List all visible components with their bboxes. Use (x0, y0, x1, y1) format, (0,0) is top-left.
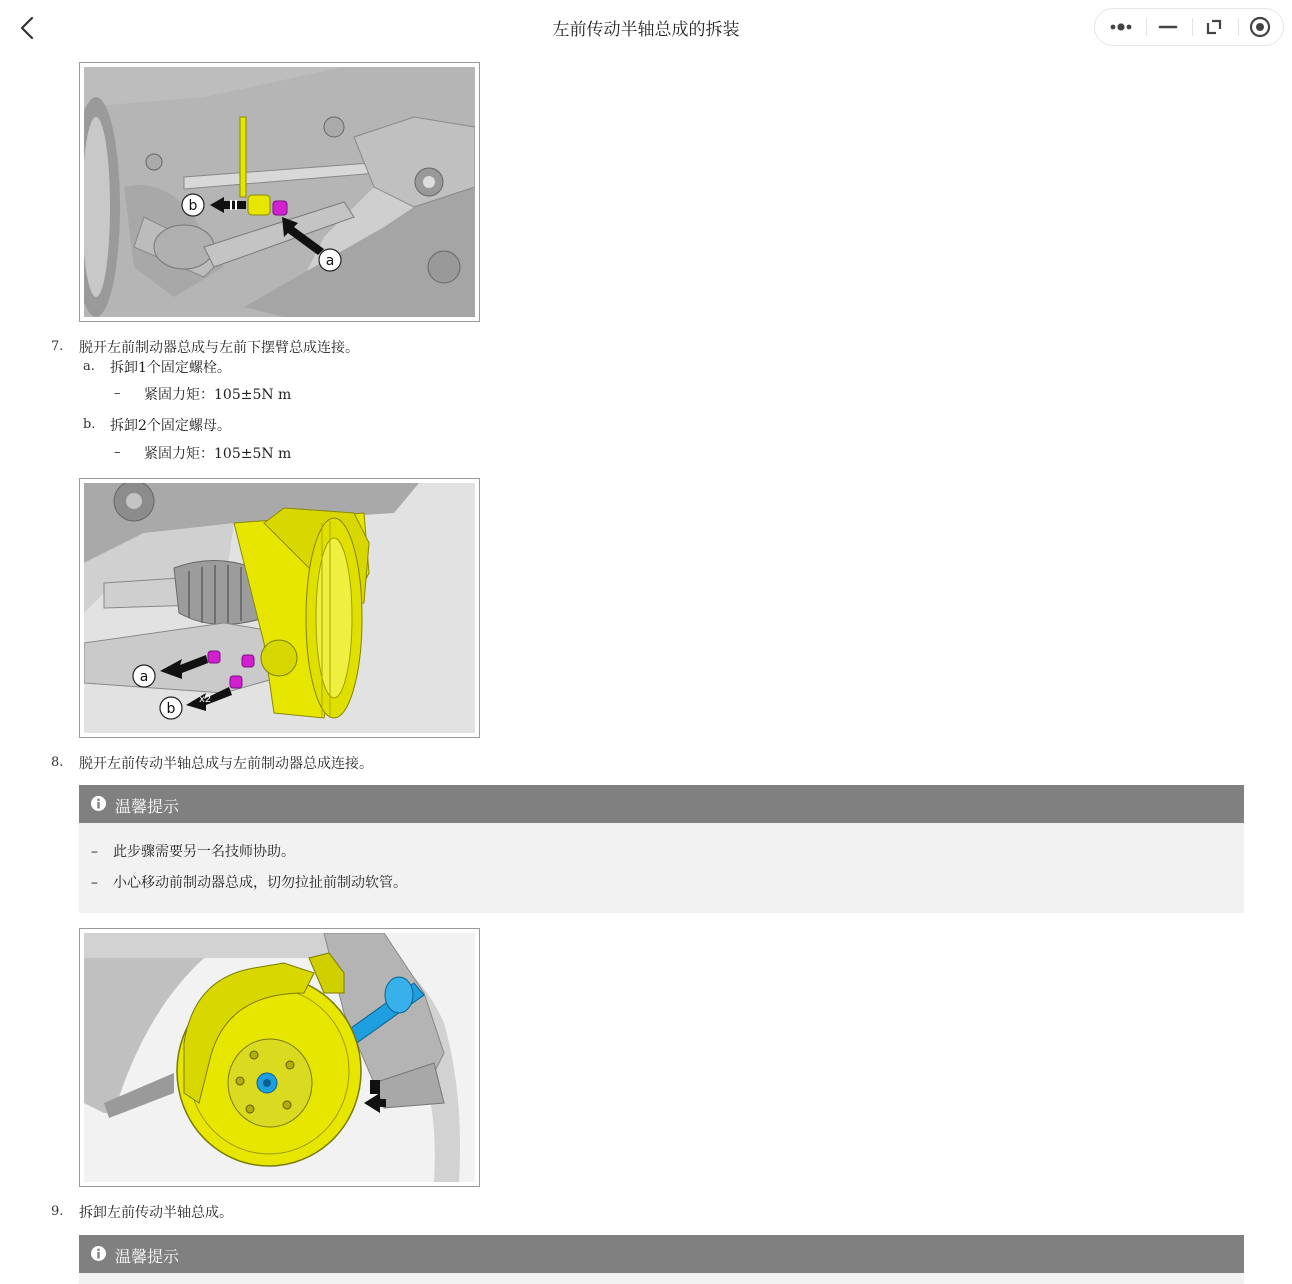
sub-step-text: 拆卸1个固定螺栓。 (110, 360, 231, 376)
callout-label: b (166, 701, 176, 717)
top-bar (0, 0, 1292, 56)
tip-header (79, 1235, 1244, 1273)
sub-step-label: a. (83, 359, 95, 374)
multiplier-label: x2 (199, 694, 212, 705)
tip-text: 此步骤需要另一名技师协助。 (113, 844, 295, 860)
callout-label: a (139, 669, 149, 685)
figure-stabilizer-link (79, 62, 480, 322)
callout-label: b (188, 198, 198, 214)
tip-body (79, 1273, 1244, 1284)
restore-icon (1192, 9, 1236, 45)
tip-header (79, 785, 1244, 823)
step-number: 7. (51, 339, 64, 354)
tip-title: 温馨提示 (115, 797, 180, 816)
page-title: 左前传动半轴总成的拆装 (552, 20, 740, 40)
list-dash: – (91, 875, 98, 891)
callout-label: a (325, 253, 335, 269)
more-dots-icon (1099, 9, 1143, 45)
torque-spec: 紧固力矩：105±5N m (144, 387, 292, 403)
more-button[interactable] (1099, 9, 1143, 45)
list-dash: – (91, 844, 98, 860)
close-button[interactable] (1238, 9, 1282, 45)
minimize-icon (1146, 9, 1190, 45)
target-icon (1238, 9, 1282, 45)
list-dash: – (114, 386, 121, 401)
info-icon (90, 1245, 107, 1262)
restore-button[interactable] (1192, 9, 1236, 45)
sub-step-text: 拆卸2个固定螺母。 (110, 418, 231, 434)
step-text: 脱开左前制动器总成与左前下摆臂总成连接。 (79, 340, 359, 356)
step-number: 8. (51, 755, 64, 770)
list-dash: – (114, 445, 121, 460)
figure-brake-disc-shaft (79, 928, 480, 1187)
torque-spec: 紧固力矩：105±5N m (144, 446, 292, 462)
step-text: 拆卸左前传动半轴总成。 (79, 1205, 233, 1221)
tip-item (91, 872, 407, 892)
step-number: 9. (51, 1204, 64, 1219)
tip-text: 小心移动前制动器总成，切勿拉扯前制动软管。 (113, 875, 407, 891)
tip-title: 温馨提示 (115, 1247, 180, 1266)
figure-brake-lower-arm (79, 478, 480, 738)
step-text: 脱开左前传动半轴总成与左前制动器总成连接。 (79, 756, 373, 772)
minimize-button[interactable] (1146, 9, 1190, 45)
tip-body (79, 823, 1244, 913)
tip-item (91, 841, 295, 861)
sub-step-label: b. (83, 417, 96, 432)
mini-program-capsule (1094, 8, 1284, 46)
info-icon (90, 795, 107, 812)
